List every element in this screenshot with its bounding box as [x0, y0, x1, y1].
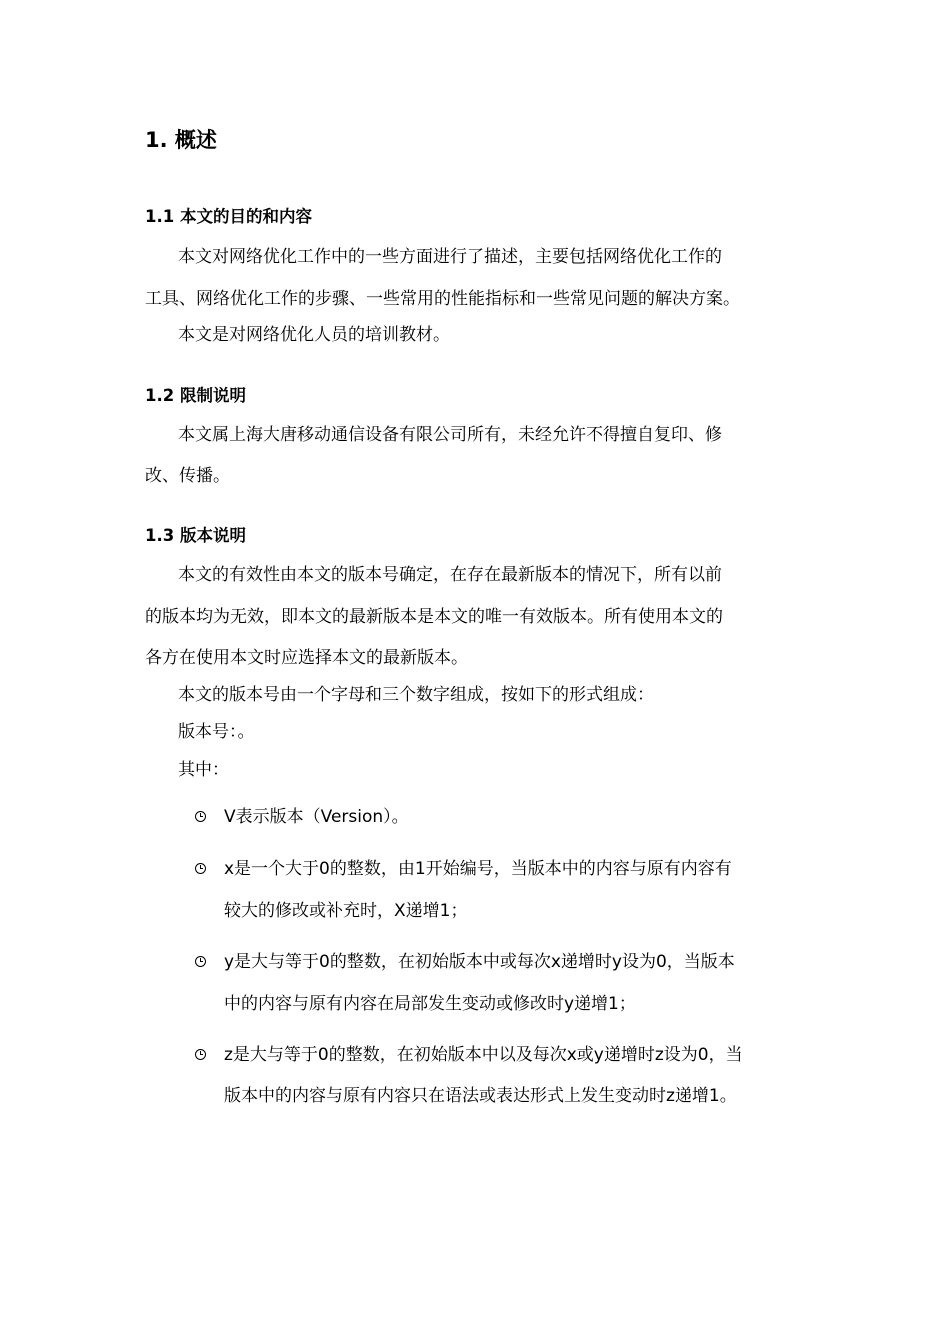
bullet-line: V表示版本（Version）。	[224, 807, 409, 827]
clock-icon	[195, 811, 206, 822]
section-title-purpose: 1.1 本文的目的和内容	[145, 207, 312, 226]
paragraph-line: 本文的有效性由本文的版本号确定，在存在最新版本的情况下，所有以前	[178, 565, 722, 585]
paragraph-line: 本文是对网络优化人员的培训教材。	[178, 325, 450, 345]
section-title-version: 1.3 版本说明	[145, 526, 246, 545]
heading-overview: 1. 概述	[145, 128, 217, 152]
paragraph-line: 各方在使用本文时应选择本文的最新版本。	[145, 648, 468, 668]
paragraph-line: 本文对网络优化工作中的一些方面进行了描述，主要包括网络优化工作的	[178, 247, 722, 267]
bullet-line: 中的内容与原有内容在局部发生变动或修改时y递增1；	[224, 994, 636, 1014]
section-title-restrictions: 1.2 限制说明	[145, 386, 246, 405]
clock-icon	[195, 1049, 206, 1060]
paragraph-line: 改、传播。	[145, 466, 230, 486]
bullet-line: 较大的修改或补充时，X递增1；	[224, 901, 468, 921]
paragraph-line: 本文的版本号由一个字母和三个数字组成，按如下的形式组成：	[178, 685, 654, 705]
bullet-line: y是大与等于0的整数，在初始版本中或每次x递增时y设为0，当版本	[224, 952, 735, 972]
bullet-line: 版本中的内容与原有内容只在语法或表达形式上发生变动时z递增1。	[224, 1086, 737, 1106]
bullet-line: z是大与等于0的整数，在初始版本中以及每次x或y递增时z设为0，当	[224, 1045, 743, 1065]
clock-icon	[195, 863, 206, 874]
bullet-line: x是一个大于0的整数，由1开始编号，当版本中的内容与原有内容有	[224, 859, 732, 879]
paragraph-line: 本文属上海大唐移动通信设备有限公司所有，未经允许不得擅自复印、修	[178, 425, 722, 445]
paragraph-line: 其中：	[178, 760, 229, 780]
paragraph-line: 工具、网络优化工作的步骤、一些常用的性能指标和一些常见问题的解决方案。	[145, 289, 740, 309]
clock-icon	[195, 956, 206, 967]
paragraph-line: 版本号：。	[178, 722, 255, 742]
paragraph-line: 的版本均为无效，即本文的最新版本是本文的唯一有效版本。所有使用本文的	[145, 607, 723, 627]
